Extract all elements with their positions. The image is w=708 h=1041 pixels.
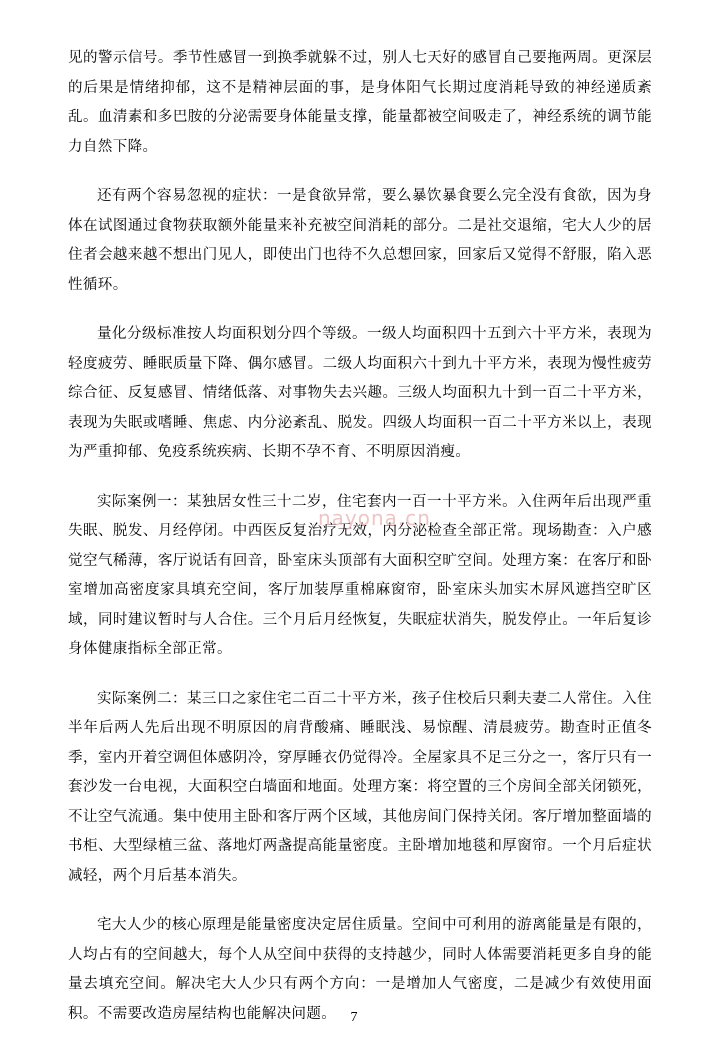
page-number: 7 bbox=[350, 1010, 358, 1025]
watermark: nayona.cn bbox=[318, 506, 431, 530]
paragraph-overlooked-symptoms: 还有两个容易忽视的症状：一是食欲异常，要么暴饮暴食要么完全没有食欲，因为身体在试图通过食物获取额外能量来补充被空间消耗的部分。二是社交退缩，宅大人少的居住者会越来越不想出门见人，即使出门也待不久总想回家，回家后又觉得不舒服，陷入恶性循环。 bbox=[68, 188, 652, 293]
paragraph-core-principle: 宅大人少的核心原理是能量密度决定居住质量。空间中可利用的游离能量是有限的，人均占有的空间越大，每个人从空间中获得的支持越少，同时人体需要消耗更多自身的能量去填充空间。解决宅大人少只有两个方向：一是增加人气密度，二是减少有效使用面积。不需要改造房屋结构也能解决问题。 bbox=[68, 917, 652, 1022]
paragraph-case-two: 实际案例二：某三口之家住宅二百二十平方米，孩子住校后只剩夫妻二人常住。入住半年后两人先后出现不明原因的肩背酸痛、睡眠浅、易惊醒、清晨疲劳。勘查时正值冬季，室内开着空调但体感阴冷，穿厚睡衣仍觉得冷。全屋家具不足三分之一，客厅只有一套沙发一台电视，大面积空白墙面和地面。处理方案：将空置的三个房间全部关闭锁死，不让空气流通。集中使用主卧和客厅两个区域，其他房间门保持关闭。客厅增加整面墙的书柜、大型绿植三盆、落地灯两盏提高能量密度。主卧增加地毯和厚窗帘。一个月后症状减轻，两个月后基本消失。 bbox=[68, 690, 652, 884]
paragraph-continuation: 见的警示信号。季节性感冒一到换季就躲不过，别人七天好的感冒自己要拖两周。更深层的后果是情绪抑郁，这不是精神层面的事，是身体阳气长期过度消耗导致的神经递质紊乱。血清素和多巴胺的分泌需要身体能量支撑，能量都被空间吸走了，神经系统的调节能力自然下降。 bbox=[68, 50, 652, 155]
paragraph-case-one: 实际案例一：某独居女性三十二岁，住宅套内一百一十平方米。入住两年后出现严重失眠、脱发、月经停闭。中西医反复治疗无效，内分泌检查全部正常。现场勘查：入户感觉空气稀薄，客厅说话有回音，卧室床头顶部有大面积空旷空间。处理方案：在客厅和卧室增加高密度家具填充空间，客厅加装厚重棉麻窗帘，卧室床头加实木屏风遮挡空旷区域，同时建议暂时与人合住。三个月后月经恢复，失眠症状消失，脱发停止。一年后复诊身体健康指标全部正常。 bbox=[68, 493, 652, 657]
paragraph-grading-standard: 量化分级标准按人均面积划分四个等级。一级人均面积四十五到六十平方米，表现为轻度疲劳、睡眠质量下降、偶尔感冒。二级人均面积六十到九十平方米，表现为慢性疲劳综合征、反复感冒、情绪低落、对事物失去兴趣。三级人均面积九十到一百二十平方米，表现为失眠或嗜睡、焦虑、内分泌紊乱、脱发。四级人均面积一百二十平方米以上，表现为严重抑郁、免疫系统疾病、长期不孕不育、不明原因消瘦。 bbox=[68, 326, 652, 460]
